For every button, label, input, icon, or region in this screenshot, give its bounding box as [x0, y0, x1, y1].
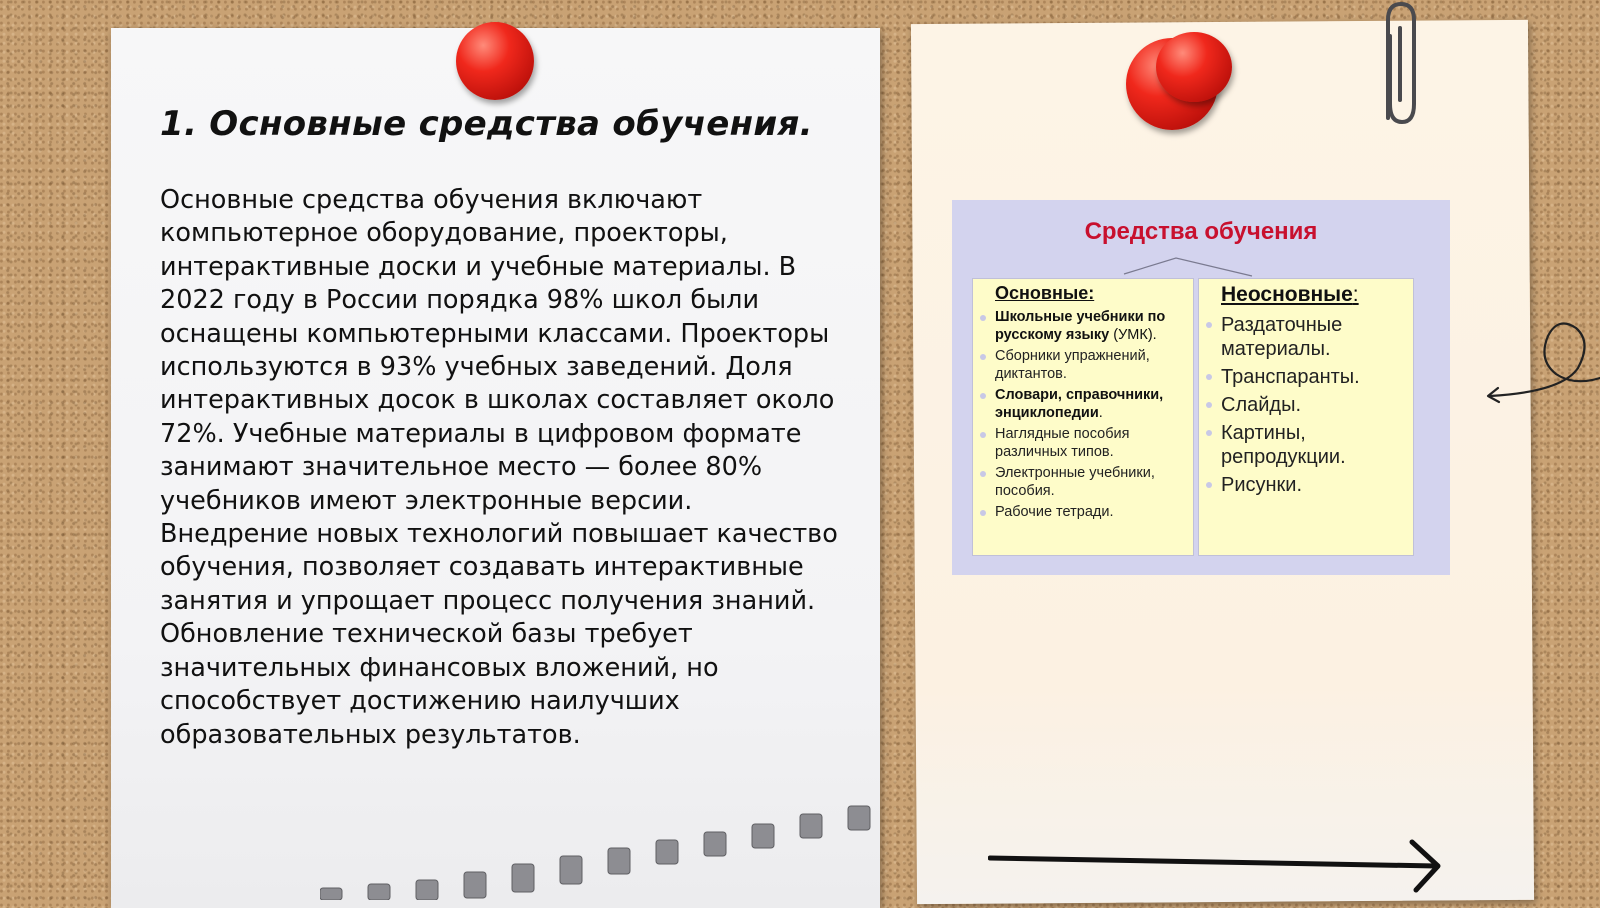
list-item-text: Наглядные пособия различных типов.: [995, 426, 1130, 460]
list-item: Раздаточные материалы.: [1221, 313, 1409, 361]
slide-title: 1. Основные средства обучения.: [160, 104, 813, 144]
left-pushpin-icon: [456, 22, 534, 100]
body-text: Основные средства обучения включают компьютерное оборудование, проекторы, интерактивные доски и учебные материалы. В 2022 году в России порядка 98% школ были оснащены компьютерными классами. Проекторы используются в 93% учебных заведений. Доля интерактивных досок в школах составляет около 72%. Учебные материалы в цифровом формате занимают значительное место — более 80% учебников имеют электронные версии. Внедрение новых технологий повышает качество обучения, позволяет создавать интерактивные занятия и упрощает процесс получения знаний. Обновление технической базы требует значительных финансовых вложений, но способствует достижению наилучших образовательных результатов.: [160, 185, 838, 750]
secondary-heading-text: Неосновные: [1221, 283, 1353, 306]
diagram-title: Средства обучения: [1084, 218, 1318, 245]
list-item: [995, 426, 1189, 461]
teaching-tools-diagram: [952, 200, 1450, 575]
right-pushpin-icon: [1156, 32, 1232, 102]
list-item: [995, 348, 1189, 383]
list-item: [995, 504, 1189, 522]
list-item: Рисунки.: [1221, 473, 1409, 497]
list-item-suffix: (УМК).: [1109, 326, 1157, 343]
right-arrow-icon: [988, 838, 1448, 894]
secondary-heading-suffix: :: [1352, 283, 1359, 306]
loop-arrow-icon: [1482, 316, 1600, 412]
list-item-suffix: .: [1098, 404, 1103, 421]
spiral-binding-icon: [320, 800, 880, 900]
secondary-tools-list: [1221, 313, 1409, 501]
secondary-tools-column: [1198, 278, 1414, 556]
list-item-text: Рабочие тетради.: [995, 504, 1114, 520]
list-item: Транспаранты.: [1221, 365, 1409, 389]
list-item-text: Школьные учебники по русскому языку: [995, 309, 1166, 343]
list-item-text: Электронные учебники, пособия.: [995, 465, 1155, 499]
list-item-text: Словари, справочники, энциклопедии: [995, 387, 1164, 421]
list-item: [995, 309, 1189, 344]
list-item: Картины, репродукции.: [1221, 421, 1409, 469]
main-tools-heading: Основные:: [995, 283, 1095, 303]
list-item: [995, 465, 1189, 500]
main-tools-column: [972, 278, 1194, 556]
diagram-connector-lines: [952, 252, 1450, 278]
secondary-tools-heading: [1221, 283, 1359, 307]
list-item-text: Сборники упражнений, диктантов.: [995, 348, 1150, 382]
paper-clip-icon: [1374, 0, 1424, 130]
main-tools-list: [995, 309, 1189, 526]
list-item: [995, 387, 1189, 422]
list-item: Слайды.: [1221, 393, 1409, 417]
